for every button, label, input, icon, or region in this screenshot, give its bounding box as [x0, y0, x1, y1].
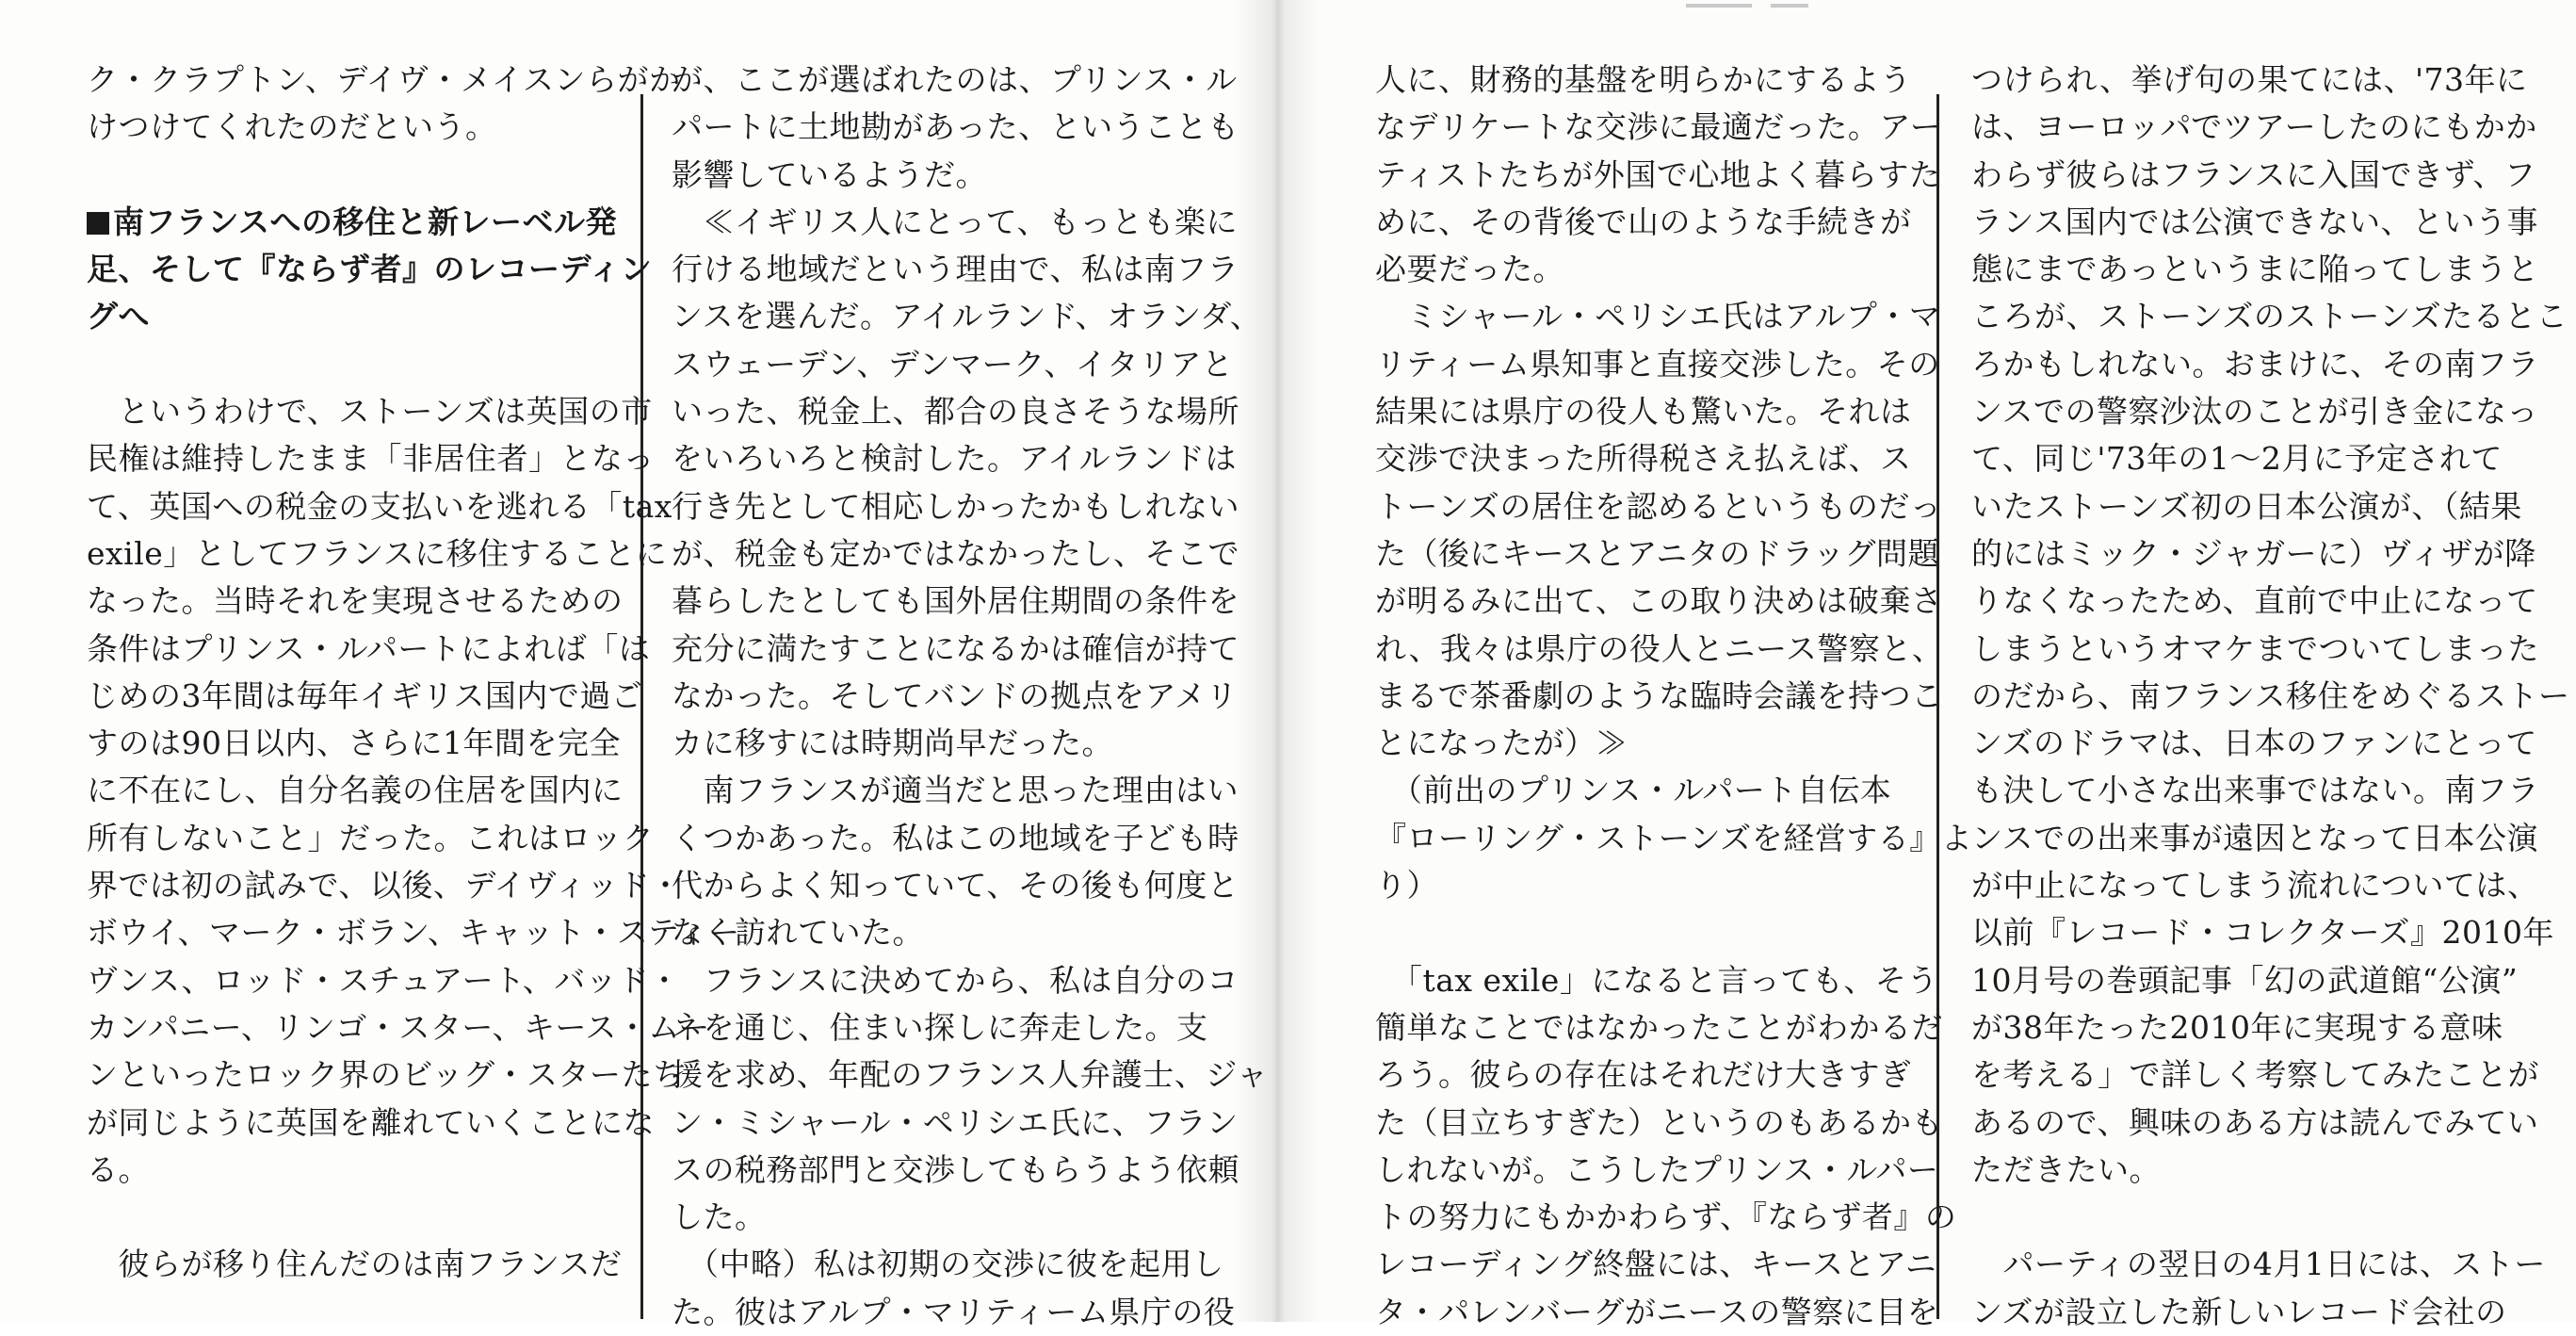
- body-text-line: [1375, 720, 1907, 767]
- line-text: ネを通じ、住まい探しに奔走した。支: [672, 1008, 1208, 1046]
- line-text: 彼らが移り住んだのは南フランスだ: [87, 1246, 623, 1283]
- body-text-line: [1971, 57, 2528, 104]
- body-text-line: [87, 767, 624, 814]
- body-text-line: [87, 1051, 685, 1099]
- line-text: も決して小さな出来事ではない。南フラ: [1971, 772, 2539, 809]
- line-text: じめの3年間は毎年イギリス国内で過ご: [87, 676, 643, 714]
- line-text: ろかもしれない。おまけに、その南フラ: [1971, 345, 2539, 383]
- body-text-line: [672, 862, 1239, 909]
- body-text-line: [1971, 767, 2539, 814]
- body-text-line: [1971, 1100, 2539, 1147]
- line-text: が中止になってしまう流れについては、: [1971, 867, 2539, 904]
- line-text: 「tax exile」になると言っても、そう: [1375, 961, 1938, 999]
- line-text: わらず彼らはフランスに入国できず、フ: [1971, 155, 2536, 193]
- line-text: ティストたちが外国で心地よく暮らすた: [1375, 155, 1941, 193]
- line-text: トーンズの居住を認めるというものだっ: [1375, 487, 1942, 525]
- body-text-line: [1971, 862, 2539, 909]
- line-text: つけられ、挙げ句の果てには、'73年に: [1971, 61, 2528, 98]
- body-text-line: [672, 767, 1239, 814]
- body-text-line: [672, 578, 1239, 625]
- line-text: 10月号の巻頭記事「幻の武道館“公演”: [1971, 961, 2519, 999]
- line-text: （中略）私は初期の交渉に彼を起用し: [672, 1246, 1224, 1283]
- line-text: のだから、南フランス移住をめぐるストー: [1971, 676, 2570, 714]
- line-text: カンパニー、リンゴ・スター、キース・ムー: [87, 1008, 710, 1046]
- body-text-line: [87, 1147, 614, 1194]
- body-text-line: [1375, 1100, 1943, 1147]
- line-text: れ、我々は県庁の役人とニース警察と、: [1375, 629, 1944, 667]
- line-text: というわけで、ストーンズは英国の市: [87, 393, 653, 431]
- body-text-line: [1971, 815, 2539, 862]
- body-text-line: [1375, 435, 1912, 482]
- body-text-line: [87, 104, 614, 151]
- line-text: り）: [1375, 867, 1438, 904]
- line-text: ク・クラプトン、デイヴ・メイスンらがか: [87, 61, 681, 98]
- body-text-line: [1971, 341, 2539, 388]
- body-text-line: [87, 388, 653, 435]
- line-text: 界では初の試みで、以後、デイヴィッド・: [87, 867, 682, 904]
- body-text-line: [1375, 530, 1940, 578]
- line-text: めに、その背後で山のような手続きが: [1375, 203, 1912, 240]
- body-text-line: [672, 1051, 1269, 1099]
- line-text: ン・ミシャール・ペリシエ氏に、フラン: [672, 1103, 1239, 1141]
- line-text: ミシャール・ペリシエ氏はアルプ・マ: [1375, 298, 1941, 335]
- body-text-line: [672, 530, 1239, 578]
- blank-line: [1971, 1194, 2499, 1241]
- body-text-line: [1971, 1241, 2546, 1288]
- body-text-line: [1375, 578, 1943, 625]
- line-text: 行き先として相応しかったかもしれない: [672, 487, 1239, 525]
- line-text: いたストーンズ初の日本公演が、（結果: [1971, 487, 2522, 525]
- line-text: が、税金も定かではなかったし、そこで: [672, 534, 1239, 572]
- body-text-line: [1375, 767, 1907, 814]
- line-text: タ・パレンバーグがニースの警察に目を: [1375, 1293, 1939, 1330]
- body-text-line: [1971, 530, 2536, 578]
- body-text-line: [87, 626, 651, 673]
- body-text-line: [1971, 152, 2536, 199]
- body-text-line: [1375, 1004, 1943, 1051]
- line-text: 結果には県庁の役人も驚いた。それは: [1375, 393, 1912, 431]
- line-text: ンスでの警察沙汰のことが引き金になっ: [1971, 393, 2539, 431]
- blank-line: [87, 1194, 614, 1241]
- line-text: 必要だった。: [1375, 251, 1564, 288]
- section-heading-line: [87, 199, 618, 246]
- line-text: した。: [672, 1198, 767, 1236]
- line-text: て、英国への税金の支払いを逃れる「tax: [87, 487, 672, 525]
- line-text: グへ: [87, 298, 150, 335]
- line-text: トの努力にもかかわらず、『ならず者』の: [1375, 1198, 1957, 1236]
- body-text-line: [1971, 1004, 2503, 1051]
- blank-line: [87, 341, 614, 388]
- body-text-line: [1971, 199, 2539, 246]
- body-text-line: [1375, 1289, 1939, 1336]
- line-text: ンズのドラマは、日本のファンにとって: [1971, 725, 2537, 762]
- line-text: ヴンス、ロッド・スチュアート、バッド・: [87, 961, 681, 999]
- body-text-line: [672, 341, 1234, 388]
- line-text: ただきたい。: [1971, 1150, 2161, 1188]
- body-text-line: [672, 720, 1199, 767]
- body-text-line: [1375, 57, 1912, 104]
- line-text: 南フランスが適当だと思った理由はい: [672, 772, 1239, 809]
- line-text: ンスでの出来事が遠因となって日本公演: [1971, 819, 2539, 856]
- line-text: あるので、興味のある方は読んでみてい: [1971, 1103, 2539, 1141]
- text-column-1: [87, 57, 740, 1310]
- body-text-line: [672, 1004, 1208, 1051]
- body-text-line: [672, 246, 1239, 293]
- line-text: た。彼はアルプ・マリティーム県庁の役: [672, 1293, 1236, 1330]
- line-text: カに移すには時期尚早だった。: [672, 725, 1113, 762]
- line-text: 援を求め、年配のフランス人弁護士、ジャ: [672, 1056, 1269, 1094]
- body-text-line: [1375, 1051, 1912, 1099]
- line-text: ンズが設立した新しいレコード会社の: [1971, 1293, 2507, 1330]
- body-text-line: [87, 1100, 655, 1147]
- heading-square-marker-icon: [87, 212, 109, 235]
- line-text: しれないが。こうしたプリンス・ルパー: [1375, 1150, 1939, 1188]
- body-text-line: [1375, 673, 1943, 720]
- body-text-line: [1971, 720, 2537, 767]
- body-text-line: [672, 1194, 1199, 1241]
- body-text-line: [87, 815, 655, 862]
- blank-line: [87, 152, 614, 199]
- body-text-line: [1971, 578, 2538, 625]
- body-text-line: [672, 1241, 1224, 1288]
- body-text-line: [87, 720, 621, 767]
- body-text-line: [672, 1100, 1239, 1147]
- body-text-line: [1375, 1147, 1939, 1194]
- line-text: に不在にし、自分名義の住居を国内に: [87, 772, 624, 809]
- line-text: 足、そして『ならず者』のレコーディン: [87, 251, 653, 288]
- body-text-line: [1375, 483, 1942, 530]
- line-text: る。: [87, 1150, 150, 1188]
- line-text: 暮らしたとしても国外居住期間の条件を: [672, 582, 1239, 620]
- line-text: ボウイ、マーク・ボラン、キャット・スティー: [87, 914, 740, 952]
- body-text-line: [1375, 1241, 1937, 1288]
- scan-artifact: [1771, 4, 1808, 8]
- body-text-line: [672, 104, 1239, 151]
- body-text-line: [1971, 957, 2519, 1004]
- text-column-3: [1375, 57, 1973, 1330]
- line-text: なデリケートな交渉に最適だった。アー: [1375, 108, 1942, 146]
- body-text-line: [672, 57, 1238, 104]
- body-text-line: [672, 152, 1199, 199]
- body-text-line: [1971, 104, 2537, 151]
- line-text: いった、税金上、都合の良さそうな場所: [672, 393, 1239, 431]
- line-text: 南フランスへの移住と新レーベル発: [113, 203, 618, 240]
- body-text-line: [87, 578, 624, 625]
- line-text: が、ここが選ばれたのは、プリンス・ル: [672, 61, 1238, 98]
- line-text: た（後にキースとアニタのドラッグ問題: [1375, 534, 1940, 572]
- body-text-line: [87, 483, 672, 530]
- body-text-line: [672, 199, 1239, 246]
- body-text-line: [1971, 909, 2555, 956]
- body-text-line: [1971, 293, 2568, 340]
- line-text: （前出のプリンス・ルパート自伝本: [1375, 772, 1892, 809]
- body-text-line: [87, 1241, 623, 1288]
- line-text: なく訪れていた。: [672, 914, 924, 952]
- line-text: なかった。そしてバンドの拠点をアメリ: [672, 676, 1239, 714]
- body-text-line: [672, 957, 1239, 1004]
- body-text-line: [1971, 246, 2539, 293]
- line-text: が明るみに出て、この取り決めは破棄さ: [1375, 582, 1943, 620]
- line-text: 充分に満たすことになるかは確信が持て: [672, 629, 1239, 667]
- body-text-line: [87, 957, 681, 1004]
- body-text-line: [672, 1147, 1239, 1194]
- section-heading-line: [87, 293, 614, 340]
- body-text-line: [1375, 152, 1941, 199]
- body-text-line: [1375, 626, 1944, 673]
- line-text: すのは90日以内、さらに1年間を完全: [87, 725, 621, 762]
- body-text-line: [672, 293, 1262, 340]
- body-text-line: [1375, 388, 1912, 435]
- body-text-line: [1375, 293, 1941, 340]
- blank-line: [1375, 909, 1907, 956]
- body-text-line: [87, 673, 643, 720]
- line-text: 人に、財務的基盤を明らかにするよう: [1375, 61, 1912, 98]
- line-text: スの税務部門と交渉してもらうよう依頼: [672, 1150, 1239, 1188]
- line-text: レコーディング終盤には、キースとアニ: [1375, 1246, 1937, 1283]
- line-text: 的にはミック・ジャガーに）ヴィザが降: [1971, 534, 2536, 572]
- body-text-line: [1375, 246, 1907, 293]
- line-text: まるで茶番劇のような臨時会議を持つこ: [1375, 676, 1943, 714]
- body-text-line: [1971, 626, 2539, 673]
- line-text: りなくなったため、直前で中止になって: [1971, 582, 2538, 620]
- body-text-line: [1971, 388, 2539, 435]
- scan-artifact: [1686, 4, 1752, 8]
- line-text: パートに土地勘があった、ということも: [672, 108, 1239, 146]
- line-text: を考える」で詳しく考察してみたことが: [1971, 1056, 2539, 1094]
- body-text-line: [672, 1289, 1236, 1336]
- line-text: くつかあった。私はこの地域を子ども時: [672, 819, 1239, 856]
- line-text: が同じように英国を離れていくことにな: [87, 1103, 655, 1141]
- line-text: exile」としてフランスに移住することに: [87, 534, 668, 572]
- body-text-line: [87, 909, 740, 956]
- body-text-line: [672, 483, 1239, 530]
- line-text: スウェーデン、デンマーク、イタリアと: [672, 345, 1234, 383]
- body-text-line: [1375, 341, 1940, 388]
- line-text: リティーム県知事と直接交渉した。その: [1375, 345, 1940, 383]
- line-text: しまうというオマケまでついてしまった: [1971, 629, 2539, 667]
- line-text: 簡単なことではなかったことがわかるだ: [1375, 1008, 1943, 1046]
- line-text: は、ヨーロッパでツアーしたのにもかか: [1971, 108, 2537, 146]
- body-text-line: [87, 57, 681, 104]
- line-text: 『ローリング・ストーンズを経営する』よ: [1375, 819, 1973, 856]
- body-text-line: [87, 435, 655, 482]
- line-text: た（目立ちすぎた）というのもあるかも: [1375, 1103, 1943, 1141]
- line-text: パーティの翌日の4月1日には、ストー: [1971, 1246, 2546, 1283]
- line-text: て、同じ'73年の1～2月に予定されて: [1971, 440, 2503, 478]
- line-text: 所有しないこと」だった。これはロック: [87, 819, 655, 856]
- line-text: ンスを選んだ。アイルランド、オランダ、: [672, 298, 1262, 335]
- body-text-line: [672, 435, 1238, 482]
- line-text: 態にまであっというまに陥ってしまうと: [1971, 251, 2539, 288]
- book-gutter: [1234, 0, 1319, 1322]
- body-text-line: [1971, 435, 2503, 482]
- body-text-line: [1375, 104, 1942, 151]
- line-text: ンといったロック界のビッグ・スターたち: [87, 1056, 685, 1094]
- line-text: 行ける地域だという理由で、私は南フラ: [672, 251, 1239, 288]
- body-text-line: [672, 626, 1239, 673]
- text-column-2: [672, 57, 1269, 1330]
- line-text: 以前『レコード・コレクターズ』2010年: [1971, 914, 2555, 952]
- line-text: 民権は維持したまま「非居住者」となっ: [87, 440, 655, 478]
- line-text: ランス国内では公演できない、という事: [1971, 203, 2539, 240]
- body-text-line: [672, 673, 1239, 720]
- body-text-line: [1971, 1289, 2507, 1336]
- text-column-4: [1971, 57, 2570, 1330]
- body-text-line: [672, 815, 1239, 862]
- line-text: フランスに決めてから、私は自分のコ: [672, 961, 1239, 999]
- body-text-line: [87, 530, 668, 578]
- line-text: ≪イギリス人にとって、もっとも楽に: [672, 203, 1239, 240]
- line-text: 交渉で決まった所得税さえ払えば、ス: [1375, 440, 1912, 478]
- body-text-line: [87, 862, 682, 909]
- body-text-line: [672, 909, 1199, 956]
- body-text-line: [1971, 1147, 2499, 1194]
- body-text-line: [1375, 1194, 1957, 1241]
- line-text: 影響しているようだ。: [672, 155, 987, 193]
- body-text-line: [1375, 815, 1973, 862]
- line-text: が38年たった2010年に実現する意味: [1971, 1008, 2503, 1046]
- line-text: ろう。彼らの存在はそれだけ大きすぎ: [1375, 1056, 1912, 1094]
- line-text: とになったが）≫: [1375, 725, 1628, 762]
- body-text-line: [87, 1004, 710, 1051]
- body-text-line: [1375, 862, 1907, 909]
- section-heading-line: [87, 246, 653, 293]
- body-text-line: [1971, 1051, 2539, 1099]
- body-text-line: [672, 388, 1239, 435]
- body-text-line: [1971, 483, 2522, 530]
- line-text: なった。当時それを実現させるための: [87, 582, 624, 620]
- line-text: 代からよく知っていて、その後も何度と: [672, 867, 1239, 904]
- line-text: 条件はプリンス・ルパートによれば「は: [87, 629, 651, 667]
- body-text-line: [1375, 199, 1912, 246]
- body-text-line: [1971, 673, 2570, 720]
- line-text: をいろいろと検討した。アイルランドは: [672, 440, 1238, 478]
- body-text-line: [1375, 957, 1938, 1004]
- line-text: けつけてくれたのだという。: [87, 108, 497, 146]
- line-text: ころが、ストーンズのストーンズたるとこ: [1971, 298, 2568, 335]
